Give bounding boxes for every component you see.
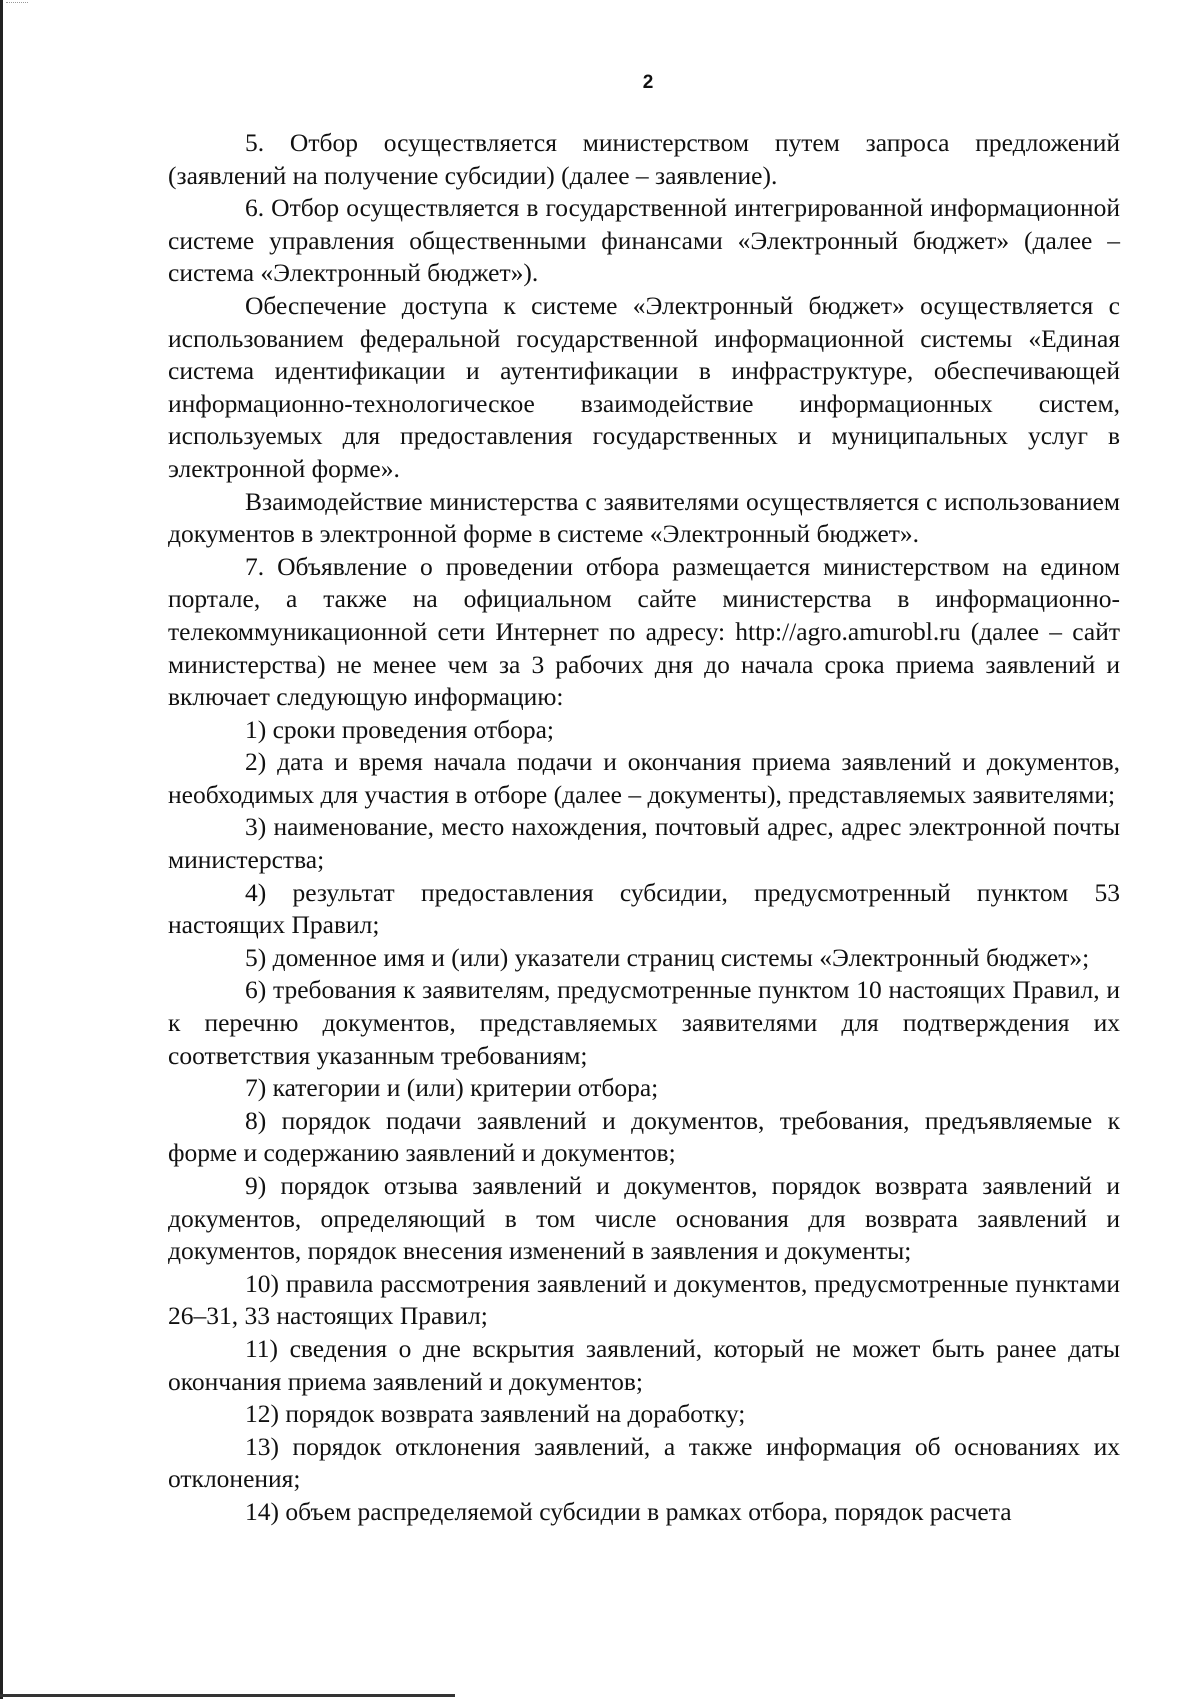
list-item-12: 12) порядок возврата заявлений на доработку; — [245, 1399, 746, 1429]
list-item-6: 6) требования к заявителям, предусмотренные пунктом 10 настоящих Правил, и к перечню документов, представляемых заявителями для подтверждения их соответствия указанным требованиям; — [168, 975, 1120, 1070]
paragraph-access: Обеспечение доступа к системе «Электронный бюджет» осуществляется с использованием федеральной государственной информационной системы «Единая система идентификации и аутентификации в инфраструктуре, обеспечивающей информационно-технологическое взаимодействие информационных систем, используемых для предоставления государственных и муниципальных услуг в электронной форме». — [168, 290, 1120, 483]
list-item-7: 7) категории и (или) критерии отбора; — [245, 1073, 659, 1103]
list-item-4: 4) результат предоставления субсидии, предусмотренный пунктом 53 настоящих Правил; — [168, 877, 1120, 940]
paragraph-item-5: 5. Отбор осуществляется министерством путем запроса предложений (заявлений на получение субсидии) (далее – заявление). — [168, 128, 1120, 190]
list-item-1: 1) сроки проведения отбора; — [245, 714, 554, 744]
paragraph-item-6: 6. Отбор осуществляется в государственной интегрированной информационной системе управления общественными финансами «Электронный бюджет» (далее – система «Электронный бюджет»). — [168, 193, 1120, 288]
scan-edge-left — [0, 0, 3, 1699]
list-item-11: 11) сведения о дне вскрытия заявлений, который не может быть ранее даты окончания приема заявлений и документов; — [168, 1333, 1120, 1396]
scan-corner-mark — [6, 2, 28, 9]
document-body — [168, 127, 1120, 1529]
list-item-3: 3) наименование, место нахождения, почтовый адрес, адрес электронной почты министерства; — [168, 812, 1120, 875]
list-item-14: 14) объем распределяемой субсидии в рамках отбора, порядок расчета — [245, 1496, 1012, 1526]
list-item-10: 10) правила рассмотрения заявлений и документов, предусмотренные пунктами 26–31, 33 настоящих Правил; — [168, 1268, 1120, 1331]
list-item-8: 8) порядок подачи заявлений и документов, требования, предъявляемые к форме и содержанию заявлений и документов; — [168, 1105, 1120, 1168]
list-item-5: 5) доменное имя и (или) указатели страниц системы «Электронный бюджет»; — [245, 942, 1090, 972]
list-item-2: 2) дата и время начала подачи и окончания приема заявлений и документов, необходимых для участия в отборе (далее – документы), представляемых заявителями; — [168, 747, 1120, 809]
paragraph-item-7: 7. Объявление о проведении отбора размещается министерством на едином портале, а также на официальном сайте министерства в информационно-телекоммуникационной сети Интернет по адресу: http://agro.amurobl.ru (далее – сайт министерства) не менее чем за 3 рабочих дня до начала срока приема заявлений и включает следующую информацию: — [168, 551, 1120, 712]
page-number: 2 — [642, 72, 654, 93]
list-item-13: 13) порядок отклонения заявлений, а также информация об основаниях их отклонения; — [168, 1431, 1120, 1494]
paragraph-interaction: Взаимодействие министерства с заявителями осуществляется с использованием документов в электронной форме в системе «Электронный бюджет». — [168, 486, 1120, 549]
list-item-9: 9) порядок отзыва заявлений и документов, порядок возврата заявлений и документов, определяющий в том числе основания для возврата заявлений и документов, порядок внесения изменений в заявления и документы; — [168, 1171, 1120, 1266]
scan-edge-bottom — [0, 1694, 455, 1697]
